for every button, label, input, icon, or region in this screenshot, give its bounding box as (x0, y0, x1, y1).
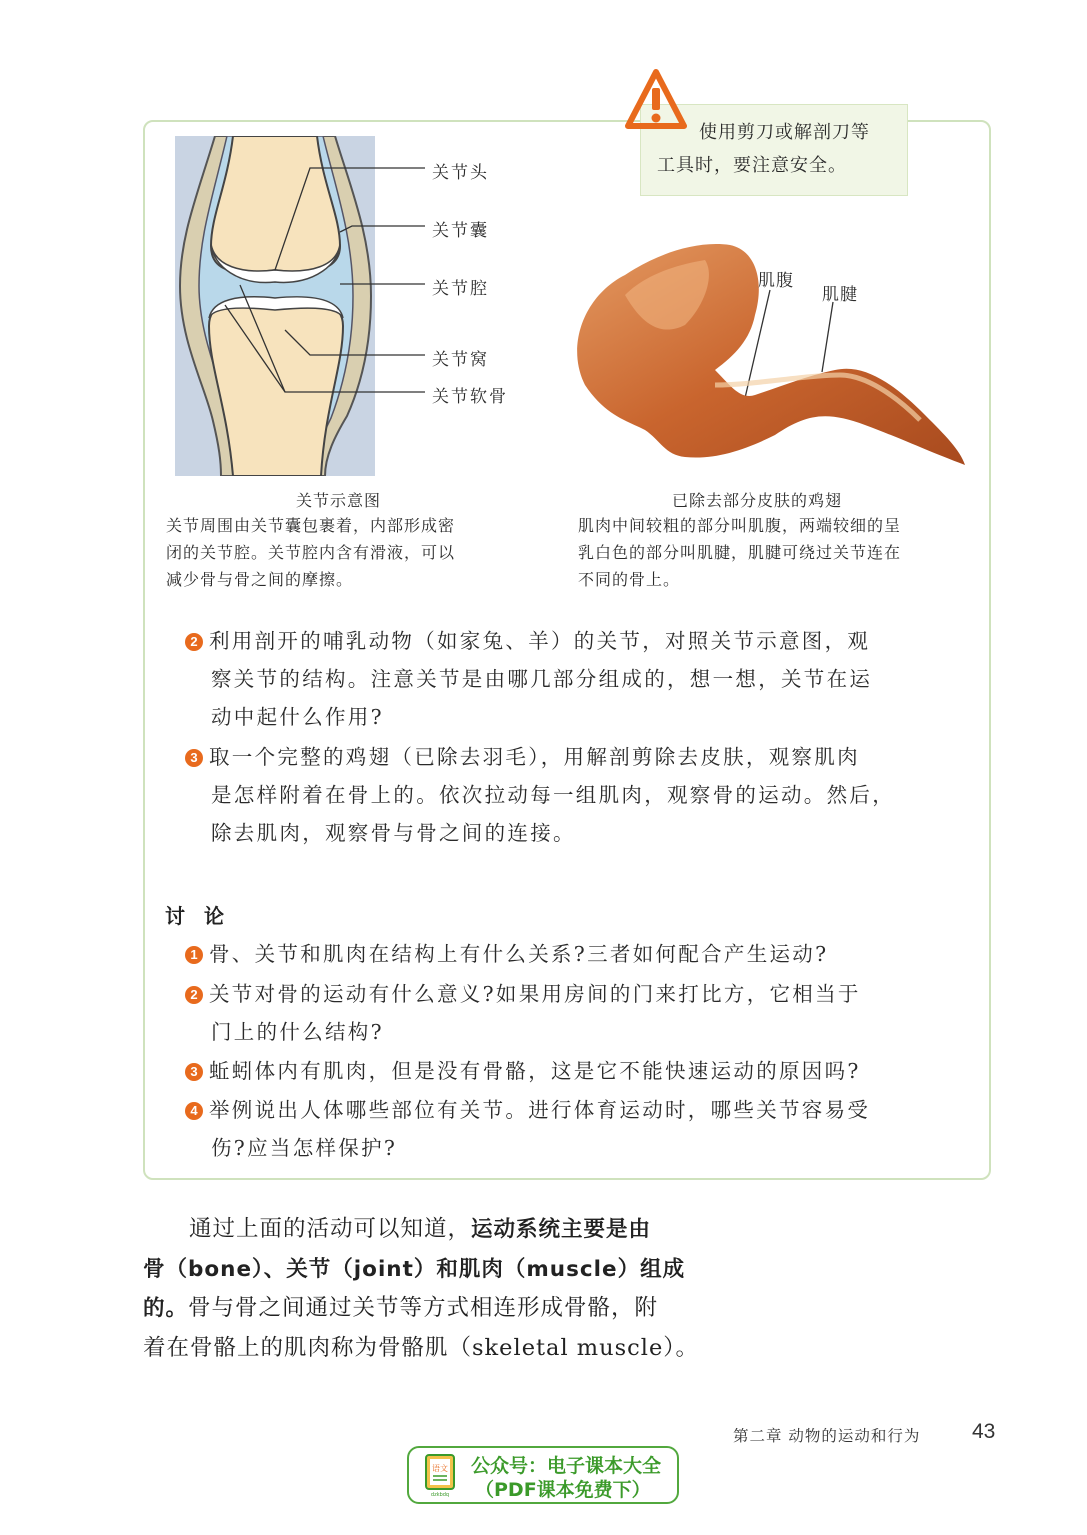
joint-figure-caption (166, 512, 455, 593)
safety-note-line-1: 使用剪刀或解剖刀等 (699, 122, 870, 143)
step-number-badge: 3 (185, 749, 203, 767)
question-text: 关节对骨的运动有什么意义?如果用房间的门来打比方，它相当于 (209, 982, 861, 1006)
discussion-item-2 (185, 975, 861, 1051)
caption-line: 闭的关节腔。关节腔内含有滑液，可以 (166, 543, 456, 562)
joint-diagram (175, 136, 375, 476)
question-text: 蚯蚓体内有肌肉，但是没有骨骼，这是它不能快速运动的原因吗? (209, 1059, 861, 1083)
paragraph-key-text: 骨（bone）、关节（joint）和肌肉（muscle）组成 (143, 1256, 686, 1282)
page-number: 43 (972, 1420, 996, 1443)
joint-figure-title: 关节示意图 (296, 491, 382, 510)
discussion-item-3 (185, 1052, 861, 1090)
safety-note-line-2: 工具时，要注意安全。 (657, 155, 847, 176)
question-text: 举例说出人体哪些部位有关节。进行体育运动时，哪些关节容易受 (209, 1098, 871, 1122)
label-cartilage: 关节软骨 (432, 387, 508, 407)
paragraph-key-text: 的。 (143, 1296, 189, 1321)
paragraph-text: 骨与骨之间通过关节等方式相连形成骨骼，附 (188, 1295, 659, 1321)
activity-step-2 (185, 622, 872, 736)
label-joint-head: 关节头 (432, 163, 489, 183)
activity-step-3 (185, 738, 895, 852)
question-number-badge: 2 (185, 986, 203, 1004)
label-joint-cavity: 关节腔 (432, 279, 489, 299)
question-number-badge: 4 (185, 1102, 203, 1120)
book-icon-caption: dzkbdq (430, 1492, 450, 1498)
step-text: 利用剖开的哺乳动物（如家兔、羊）的关节，对照关节示意图，观 (209, 629, 871, 653)
caption-line: 减少骨与骨之间的摩擦。 (166, 570, 354, 589)
watermark-badge (407, 1446, 679, 1504)
label-muscle-belly: 肌腹 (758, 271, 794, 291)
question-text: 门上的什么结构? (211, 1020, 384, 1044)
wing-figure-caption (578, 512, 901, 593)
caption-line: 乳白色的部分叫肌腱，肌腱可绕过关节连在 (578, 543, 902, 562)
step-text: 取一个完整的鸡翅（已除去羽毛），用解剖剪除去皮肤，观察肌肉 (209, 745, 860, 769)
book-icon-text: 语文 (432, 1464, 448, 1473)
step-text: 动中起什么作用? (211, 705, 384, 729)
discussion-item-1 (185, 935, 828, 973)
warning-icon (624, 68, 688, 132)
step-number-badge: 2 (185, 633, 203, 651)
step-text: 除去肌肉，观察骨与骨之间的连接。 (211, 821, 576, 845)
question-text: 骨、关节和肌肉在结构上有什么关系?三者如何配合产生运动? (209, 942, 829, 966)
watermark-line-1: 公众号：电子课本大全 (471, 1455, 662, 1477)
discussion-item-4 (185, 1091, 870, 1167)
caption-line: 关节周围由关节囊包裹着，内部形成密 (166, 516, 456, 535)
paragraph-key-text: 运动系统主要是由 (471, 1217, 652, 1242)
caption-line: 肌肉中间较粗的部分叫肌腹，两端较细的呈 (578, 516, 902, 535)
step-text: 是怎样附着在骨上的。依次拉动每一组肌肉，观察骨的运动。然后， (211, 783, 895, 807)
question-number-badge: 3 (185, 1063, 203, 1081)
paragraph-text: 通过上面的活动可以知道， (189, 1216, 472, 1242)
summary-paragraph (143, 1210, 703, 1367)
label-tendon: 肌腱 (822, 285, 858, 305)
chapter-title: 第二章 动物的运动和行为 (733, 1427, 921, 1445)
paragraph-text: 着在骨骼上的肌肉称为骨骼肌（skeletal muscle）。 (143, 1334, 700, 1361)
question-number-badge: 1 (185, 946, 203, 964)
wing-figure-title: 已除去部分皮肤的鸡翅 (672, 491, 843, 510)
label-joint-socket: 关节窝 (432, 350, 489, 370)
step-text: 察关节的结构。注意关节是由哪几部分组成的，想一想，关节在运 (211, 667, 873, 691)
caption-line: 不同的骨上。 (578, 570, 681, 589)
question-text: 伤?应当怎样保护? (211, 1136, 398, 1160)
book-icon (425, 1454, 455, 1498)
watermark-line-2: （PDF课本免费下） (475, 1479, 651, 1501)
label-joint-capsule: 关节囊 (432, 221, 489, 241)
discussion-title: 讨 论 (165, 904, 230, 928)
